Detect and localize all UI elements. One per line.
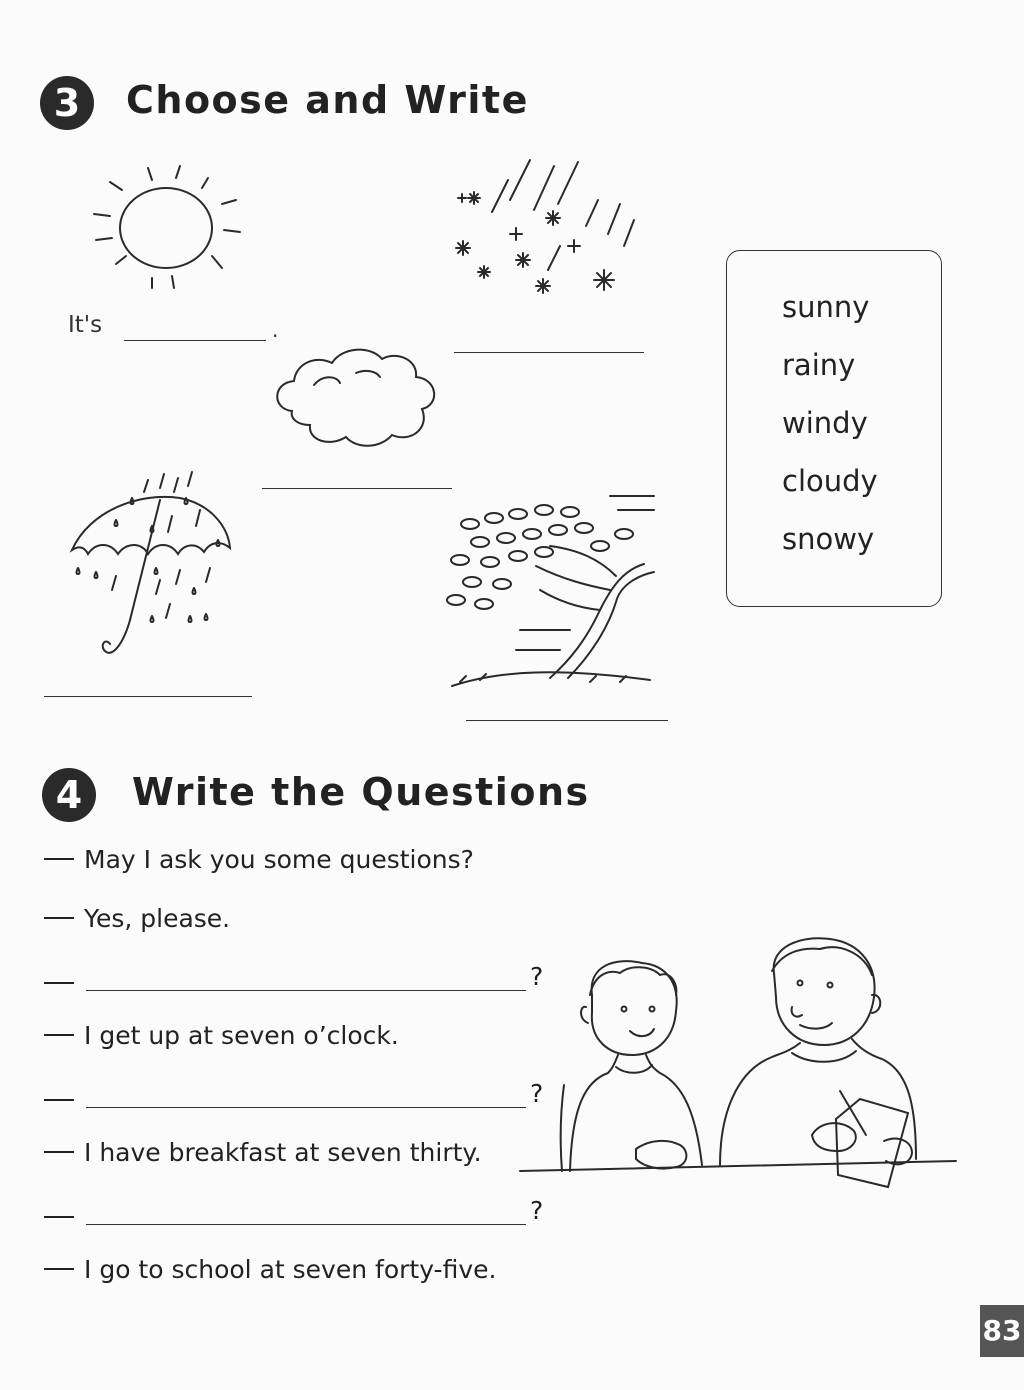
word-bank-item: sunny [782, 290, 870, 324]
dialogue-line: I have breakfast at seven thirty. [44, 1138, 482, 1167]
prompt-period: . [272, 318, 279, 342]
question-blank-line[interactable]: ? [44, 962, 514, 1002]
sun-icon [90, 160, 250, 290]
question-blank-line[interactable]: ? [44, 1079, 514, 1119]
page-number: 83 [980, 1305, 1024, 1357]
dialogue-line: Yes, please. [44, 904, 230, 933]
cloud-answer-blank[interactable] [262, 488, 452, 489]
dialogue-line: I get up at seven o’clock. [44, 1021, 399, 1050]
dialogue-line: I go to school at seven forty-five. [44, 1255, 496, 1284]
word-bank-item: cloudy [782, 464, 878, 498]
umbrella-rain-icon [60, 470, 245, 665]
rain-answer-blank[interactable] [44, 696, 252, 697]
snowflakes-icon [448, 160, 638, 305]
word-bank-item: rainy [782, 348, 856, 382]
section-3-title: Choose and Write [126, 78, 529, 122]
boy-and-man-illustration [520, 935, 960, 1195]
section-4-number: 4 [42, 768, 96, 822]
word-bank-item: snowy [782, 522, 875, 556]
word-bank-item: windy [782, 406, 868, 440]
its-prompt: It's [68, 312, 103, 338]
snow-answer-blank[interactable] [454, 352, 644, 353]
wind-answer-blank[interactable] [466, 720, 668, 721]
section-4-title: Write the Questions [132, 770, 590, 814]
section-3-number: 3 [40, 76, 94, 130]
dialogue-line: May I ask you some questions? [44, 845, 474, 874]
sun-answer-blank[interactable] [124, 340, 266, 341]
cloud-icon [270, 345, 445, 450]
windy-tree-icon [440, 490, 665, 690]
question-blank-line[interactable]: ? [44, 1196, 514, 1236]
